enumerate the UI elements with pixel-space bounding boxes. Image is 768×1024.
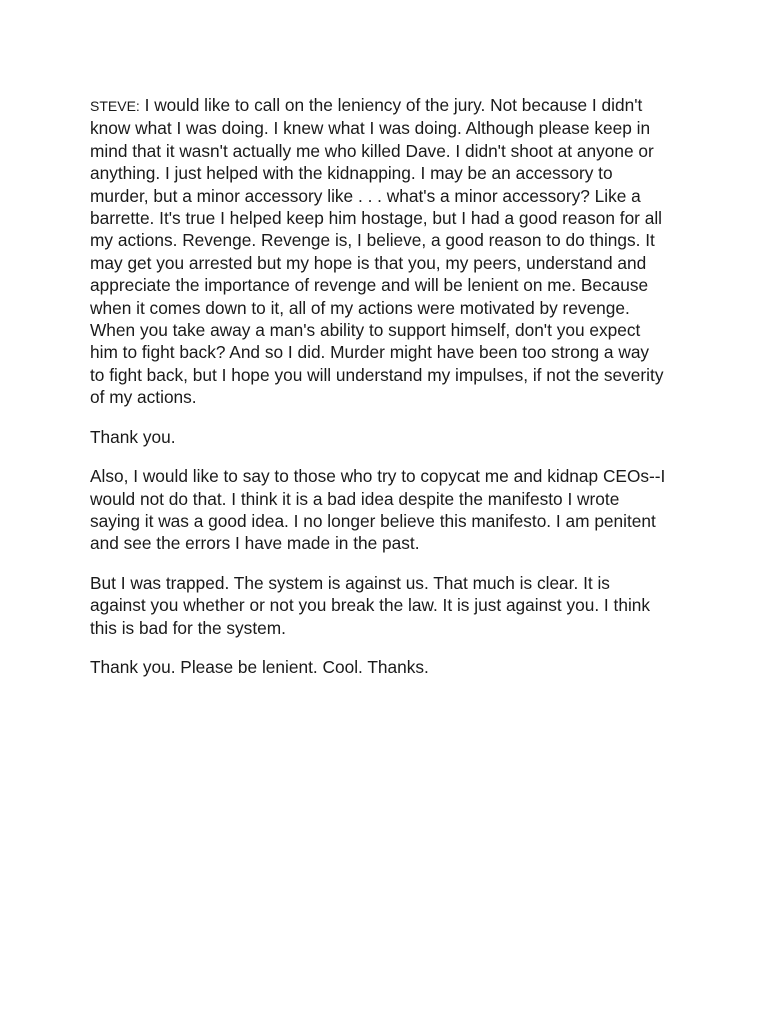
thank-you-paragraph: Thank you. [90, 426, 176, 447]
statement-paragraph [90, 94, 690, 409]
document-page [90, 94, 690, 695]
system-paragraph: But I was trapped. The system is against us. That much is clear. It is against you whether or not you break the law. It is just against you. I think this is bad for the system. [90, 572, 651, 638]
statement-opening-text: I would like to call on the leniency of the jury. Not because I didn't know what I was doing. I knew what I was doing. Although please keep in mind that it wasn't actually me who killed Dave. I didn't shoot at anyone or anything. I just helped with the kidnapping. I may be an accessory to murder, but a minor accessory like . . . what's a minor accessory? Like a barrette. It's true I helped keep him hostage, but I had a good reason for all my actions. Revenge. Revenge is, I believe, a good reason to do things. It may get you arrested but my hope is that you, my peers, understand and appreciate the importance of revenge and will be lenient on me. Because when it comes down to it, all of my actions were motivated by revenge. When you take away a man's ability to support himself, don't you expect him to fight back? And so I did. Murder might have been too strong a way to fight back, but I hope you will understand my impulses, if not the severity of my actions. [90, 95, 664, 408]
speaker-label: STEVE: [90, 98, 140, 114]
closing-paragraph: Thank you. Please be lenient. Cool. Thanks. [90, 656, 429, 677]
copycat-paragraph: Also, I would like to say to those who try to copycat me and kidnap CEOs--I would not do that. I think it is a bad idea despite the manifesto I wrote saying it was a good idea. I no longer believe this manifesto. I am penitent and see the errors I have made in the past. [90, 466, 666, 554]
